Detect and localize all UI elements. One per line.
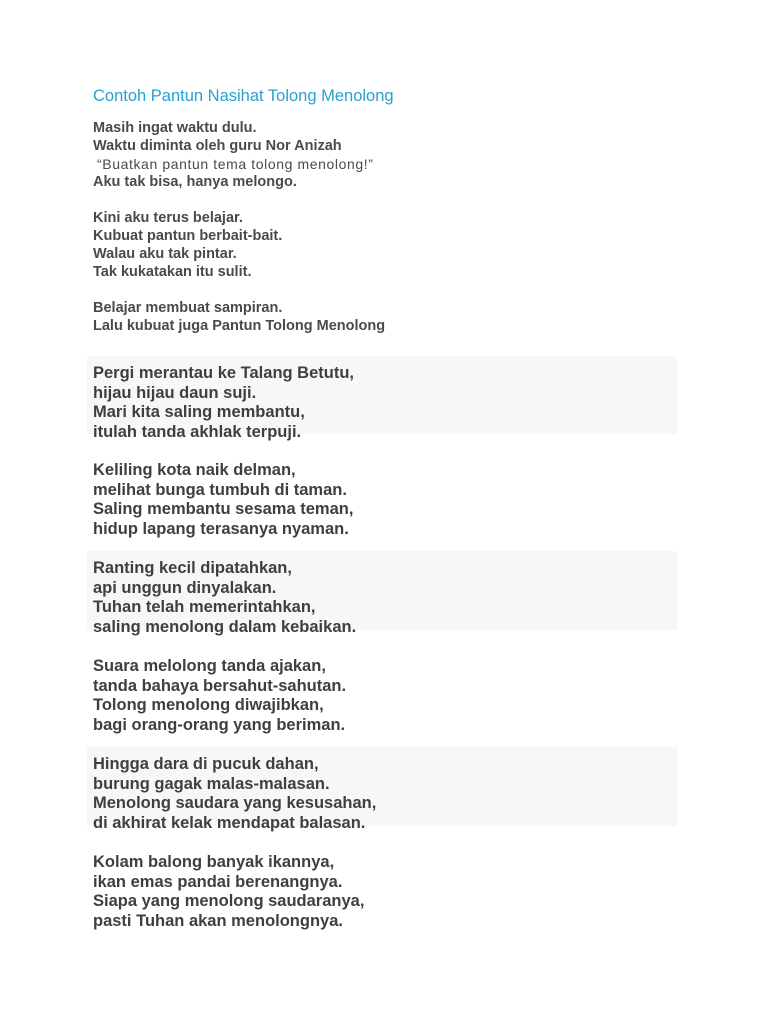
intro-line: Kini aku terus belajar. (93, 210, 243, 226)
page-title: Contoh Pantun Nasihat Tolong Menolong (93, 87, 394, 105)
pantun-line: melihat bunga tumbuh di taman. (93, 480, 347, 499)
intro-stanza-3 (93, 299, 385, 335)
pantun-line: Tolong menolong diwajibkan, (93, 696, 324, 714)
pantun-stanza-1 (87, 356, 677, 441)
pantun-line: Hingga dara di pucuk dahan, (93, 755, 319, 773)
intro-line: Walau aku tak pintar. (93, 246, 237, 262)
pantun-line: burung gagak malas-malasan. (93, 774, 330, 793)
pantun-line: itulah tanda akhlak terpuji. (93, 422, 302, 441)
pantun-line: Pergi merantau ke Talang Betutu, (93, 364, 355, 382)
pantun-line: Tuhan telah memerintahkan, (93, 598, 316, 616)
pantun-line: Siapa yang menolong saudaranya, (93, 892, 365, 910)
intro-line: Waktu diminta oleh guru Nor Anizah (93, 138, 342, 154)
pantun-line: tanda bahaya bersahut-sahutan. (93, 676, 347, 695)
pantun-line: hijau hijau daun suji. (93, 383, 257, 402)
intro-line: Masih ingat waktu dulu. (93, 120, 257, 136)
pantun-stanza-5 (87, 747, 677, 832)
intro-line: Tak kukatakan itu sulit. (93, 264, 252, 280)
pantun-stanza-3 (87, 551, 677, 636)
intro-line: Aku tak bisa, hanya melongo. (93, 174, 297, 190)
pantun-line: Ranting kecil dipatahkan, (93, 559, 292, 577)
pantun-line: bagi orang-orang yang beriman. (93, 715, 346, 734)
pantun-stanza-2 (87, 453, 677, 538)
intro-stanza-2 (93, 209, 385, 281)
pantun-line: pasti Tuhan akan menolongnya. (93, 911, 343, 930)
pantun-line: api unggun dinyalakan. (93, 578, 277, 597)
pantun-line: Mari kita saling membantu, (93, 403, 305, 421)
pantun-line: hidup lapang terasanya nyaman. (93, 519, 349, 538)
intro-line: Kubuat pantun berbait-bait. (93, 228, 283, 244)
pantun-line: Saling membantu sesama teman, (93, 500, 354, 518)
pantun-line: saling menolong dalam kebaikan. (93, 617, 357, 636)
pantun-line: Kolam balong banyak ikannya, (93, 853, 335, 871)
intro-quote-line: “Buatkan pantun tema tolong menolong!” (97, 156, 374, 172)
pantun-stanza-4 (87, 649, 677, 734)
pantun-line: Menolong saudara yang kesusahan, (93, 794, 377, 812)
pantun-line: Suara melolong tanda ajakan, (93, 657, 326, 675)
pantun-line: di akhirat kelak mendapat balasan. (93, 813, 366, 832)
pantun-line: Keliling kota naik delman, (93, 461, 296, 479)
intro-line: Lalu kubuat juga Pantun Tolong Menolong (93, 318, 386, 334)
intro-line: Belajar membuat sampiran. (93, 300, 283, 316)
pantun-stanza-6 (87, 845, 677, 930)
pantun-line: ikan emas pandai berenangnya. (93, 872, 343, 891)
intro-stanza-1 (93, 119, 385, 191)
intro-verses (93, 119, 385, 353)
